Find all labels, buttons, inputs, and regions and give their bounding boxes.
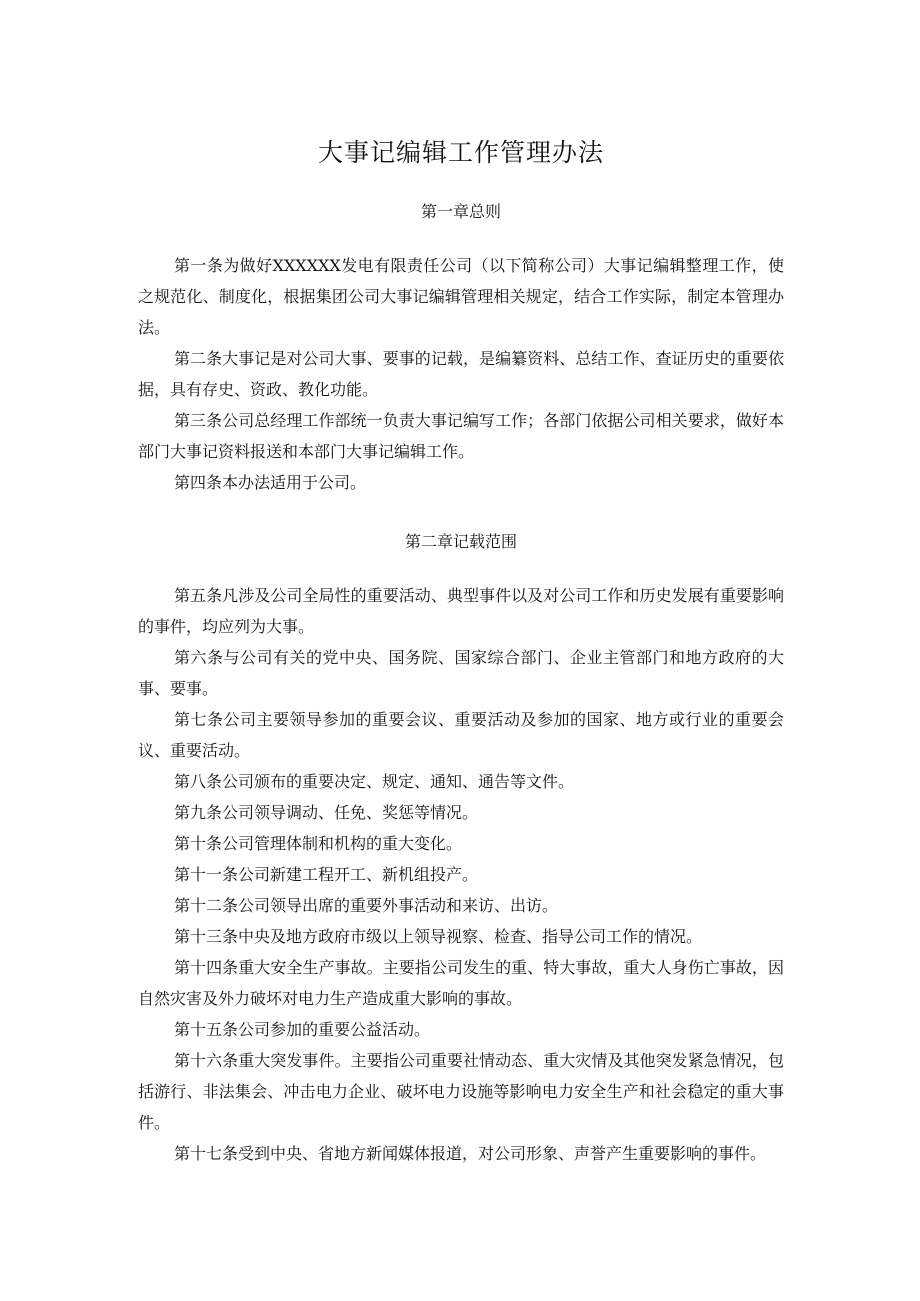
chapter-1-articles [138, 250, 784, 498]
chapter-2-articles [138, 580, 784, 1169]
article-10: 第十条公司管理体制和机构的重大变化。 [174, 834, 463, 853]
article-5: 第五条凡涉及公司全局性的重要活动、典型事件以及对公司工作和历史发展有重要影响的事件，均应列为大事。 [138, 586, 784, 636]
article-6: 第六条与公司有关的党中央、国务院、国家综合部门、企业主管部门和地方政府的大事、要事。 [138, 648, 784, 698]
article-15: 第十五条公司参加的重要公益活动。 [174, 1020, 431, 1039]
article-4: 第四条本办法适用于公司。 [174, 473, 367, 492]
chapter-heading-1: 第一章总则 [420, 202, 501, 221]
article-1: 第一条为做好XXXXXX发电有限责任公司（以下简称公司）大事记编辑整理工作，使之规范化、制度化，根据集团公司大事记编辑管理相关规定，结合工作实际，制定本管理办法。 [138, 256, 784, 337]
article-16: 第十六条重大突发事件。主要指公司重要社情动态、重大灾情及其他突发紧急情况，包括游行、非法集会、冲击电力企业、破坏电力设施等影响电力安全生产和社会稳定的重大事件。 [138, 1051, 784, 1132]
article-12: 第十二条公司领导出席的重要外事活动和来访、出访。 [174, 896, 559, 915]
article-2: 第二条大事记是对公司大事、要事的记载，是编纂资料、总结工作、查证历史的重要依据，具有存史、资政、教化功能。 [138, 349, 784, 399]
article-13: 第十三条中央及地方政府市级以上领导视察、检查、指导公司工作的情况。 [174, 927, 703, 946]
article-7: 第七条公司主要领导参加的重要会议、重要活动及参加的国家、地方或行业的重要会议、重要活动。 [138, 710, 784, 760]
article-3: 第三条公司总经理工作部统一负责大事记编写工作；各部门依据公司相关要求，做好本部门大事记资料报送和本部门大事记编辑工作。 [138, 411, 784, 461]
article-17: 第十七条受到中央、省地方新闻媒体报道，对公司形象、声誉产生重要影响的事件。 [174, 1144, 767, 1163]
chapter-heading-2: 第二章记载范围 [404, 532, 517, 551]
document-title: 大事记编辑工作管理办法 [317, 138, 604, 167]
article-11: 第十一条公司新建工程开工、新机组投产。 [174, 865, 479, 884]
article-8: 第八条公司颁布的重要决定、规定、通知、通告等文件。 [174, 772, 575, 791]
article-9: 第九条公司领导调动、任免、奖惩等情况。 [174, 803, 479, 822]
article-14: 第十四条重大安全生产事故。主要指公司发生的重、特大事故，重大人身伤亡事故，因自然灾害及外力破坏对电力生产造成重大影响的事故。 [138, 958, 784, 1008]
